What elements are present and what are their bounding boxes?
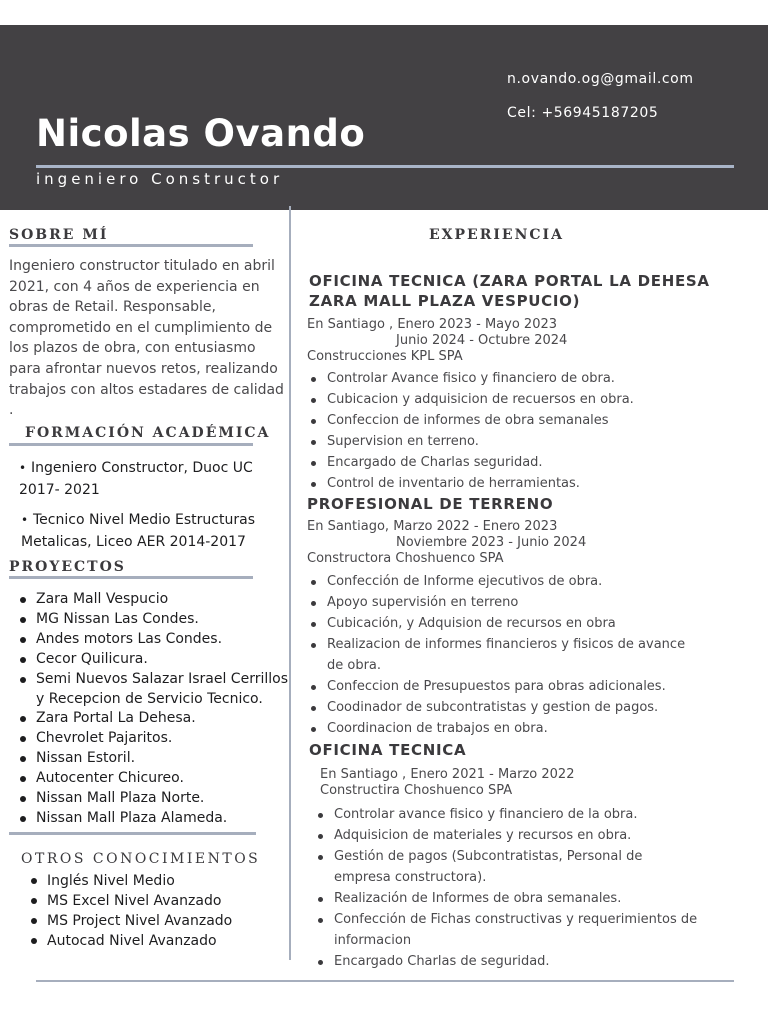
duty-item: Control de inventario de herramientas.	[309, 473, 634, 494]
duty-item: Realización de Informes de obra semanales.	[316, 888, 697, 909]
list-item: Chevrolet Pajaritos.	[18, 729, 288, 749]
footer-divider	[36, 980, 734, 982]
list-item: Semi Nuevos Salazar Israel Cerrillos	[18, 670, 288, 690]
duty-item: Gestión de pagos (Subcontratistas, Personal de	[316, 846, 697, 867]
duty-item: Cubicación, y Adquision de recursos en obra	[309, 613, 685, 634]
list-item: Nissan Mall Plaza Norte.	[18, 789, 288, 809]
list-item: Nissan Mall Plaza Alameda.	[18, 809, 288, 829]
list-item: MS Project Nivel Avanzado	[29, 911, 232, 931]
column-divider	[289, 206, 291, 960]
about-rule	[9, 244, 253, 247]
list-item: MG Nissan Las Condes.	[18, 610, 288, 630]
duty-item: Coordinacion de trabajos en obra.	[309, 718, 685, 739]
duty-item: Confeccion de Presupuestos para obras adicionales.	[309, 676, 685, 697]
header-divider	[36, 165, 734, 168]
job-meta: En Santiago , Enero 2023 - Mayo 2023 Junio 2024 - Octubre 2024 Construcciones KPL SPA	[307, 317, 568, 364]
experience-title: EXPERIENCIA	[429, 227, 564, 243]
duty-item: Encargado Charlas de seguridad.	[316, 951, 697, 972]
list-item: Autocad Nivel Avanzado	[29, 931, 232, 951]
projects-rule	[9, 576, 253, 579]
duty-item: Controlar Avance fisico y financiero de obra.	[309, 368, 634, 389]
duty-item: Realizacion de informes financieros y fisicos de avance	[309, 634, 685, 655]
duty-item: Confeccion de informes de obra semanales	[309, 410, 634, 431]
list-item: Andes motors Las Condes.	[18, 630, 288, 650]
duty-item: Encargado de Charlas seguridad.	[309, 452, 634, 473]
duty-item: Cubicacion y adquisicion de recuersos en obra.	[309, 389, 634, 410]
about-title: SOBRE MÍ	[9, 227, 109, 243]
projects-title: PROYECTOS	[9, 559, 126, 575]
job-duties	[309, 368, 634, 494]
duty-item: Apoyo supervisión en terreno	[309, 592, 685, 613]
duty-item: Confección de Informe ejecutivos de obra.	[309, 571, 685, 592]
duty-item: Supervision en terreno.	[309, 431, 634, 452]
email-text: n.ovando.og@gmail.com	[507, 71, 694, 87]
list-item: Cecor Quilicura.	[18, 650, 288, 670]
bullet-icon: •	[19, 461, 27, 475]
job-role: ingeniero Constructor	[36, 170, 284, 188]
person-name: Nicolas Ovando	[36, 112, 366, 155]
job-meta: En Santiago , Enero 2021 - Marzo 2022 Constructira Choshuenco SPA	[320, 767, 575, 798]
education-title: FORMACIÓN ACADÉMICA	[25, 425, 271, 441]
about-text: Ingeniero constructor titulado en abril 2021, con 4 años de experiencia en obras de Retail. Responsable, comprometido en el cumplimiento de los plazos de obra, con entusiasmo para afrontar nuevos retos, realizando trabajos con altos estadares de calidad .	[9, 258, 284, 419]
list-item-continuation: y Recepcion de Servicio Tecnico.	[36, 690, 263, 707]
projects-bottom-rule	[9, 832, 256, 835]
list-item: Zara Mall Vespucio	[18, 590, 288, 610]
job-meta: En Santiago, Marzo 2022 - Enero 2023 Noviembre 2023 - Junio 2024 Constructora Choshuenco SPA	[307, 519, 587, 566]
duty-item: Controlar avance fisico y financiero de la obra.	[316, 804, 697, 825]
job-duties	[309, 571, 685, 739]
duty-item: Adquisicion de materiales y recursos en obra.	[316, 825, 697, 846]
job-title: OFICINA TECNICA	[309, 741, 467, 759]
job-duties	[316, 804, 697, 972]
other-skills-title: OTROS CONOCIMIENTOS	[21, 851, 261, 867]
list-item: Autocenter Chicureo.	[18, 769, 288, 789]
duty-item-continuation: de obra.	[327, 658, 382, 673]
education-item: • Tecnico Nivel Medio Estructuras Metalicas, Liceo AER 2014-2017	[21, 509, 255, 553]
duty-item-continuation: informacion	[334, 933, 412, 948]
job-title: OFICINA TECNICA (ZARA PORTAL LA DEHESA ZARA MALL PLAZA VESPUCIO)	[309, 272, 710, 310]
job-title: PROFESIONAL DE TERRENO	[307, 495, 554, 513]
duty-item: Confección de Fichas constructivas y requerimientos de	[316, 909, 697, 930]
education-rule	[9, 443, 253, 446]
list-item: MS Excel Nivel Avanzado	[29, 891, 232, 911]
bullet-icon: •	[21, 513, 29, 527]
list-item: Nissan Estoril.	[18, 749, 288, 769]
other-skills-list	[29, 871, 232, 951]
phone-text: Cel: +56945187205	[507, 105, 659, 121]
list-item: Inglés Nivel Medio	[29, 871, 232, 891]
projects-list	[18, 590, 288, 829]
duty-item-continuation: empresa constructora).	[334, 870, 487, 885]
education-item: • Ingeniero Constructor, Duoc UC 2017- 2021	[19, 457, 253, 501]
list-item: Zara Portal La Dehesa.	[18, 709, 288, 729]
duty-item: Coodinador de subcontratistas y gestion de pagos.	[309, 697, 685, 718]
